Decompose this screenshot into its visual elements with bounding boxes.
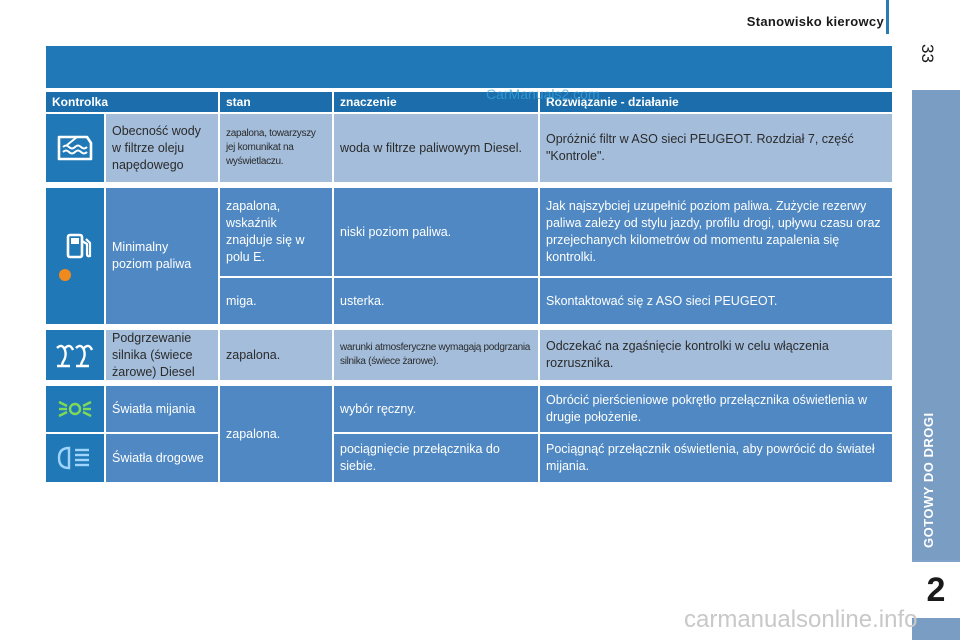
- table-row: [46, 188, 892, 326]
- light-action: Opróżnić filtr w ASO sieci PEUGEOT. Rozdział 7, część "Kontrole".: [540, 114, 892, 184]
- light-state: zapalona, towarzyszy jej komunikat na wyświetlaczu.: [220, 114, 334, 184]
- column-header-stan: stan: [220, 92, 334, 114]
- light-meaning: warunki atmosferyczne wymagają podgrzania silnika (świece żarowe).: [334, 330, 540, 382]
- section-label: GOTOWY DO DROGI: [921, 412, 936, 548]
- column-header-kontrolka: Kontrolka: [46, 92, 220, 114]
- light-name: Światła mijania: [106, 386, 220, 434]
- low-beam-icon: [55, 396, 95, 422]
- light-action: Jak najszybciej uzupełnić poziom paliwa. Zużycie rezerwy paliwa zależy od stylu jazdy, profilu drogi, upływu czasu oraz przejechanych kilometrów od momentu zapalenia się kontrolki.: [540, 188, 892, 278]
- side-tab-bottom: [912, 618, 960, 640]
- light-name: Minimalny poziom paliwa: [106, 188, 220, 326]
- light-state: zapalona.: [220, 386, 334, 484]
- glow-plug-icon: [54, 342, 96, 368]
- header-rule: [886, 0, 889, 34]
- page-header-title: Stanowisko kierowcy: [746, 14, 884, 29]
- light-meaning-fault: usterka.: [334, 278, 540, 326]
- light-action: Obrócić pierścieniowe pokrętło przełącznika oświetlenia w drugie położenie.: [540, 386, 892, 434]
- table-row: [46, 114, 892, 184]
- light-state: zapalona, wskaźnik znajduje się w polu E.: [220, 188, 334, 278]
- watermark-bottom: carmanualsonline.info: [684, 606, 918, 633]
- light-name: Obecność wody w filtrze oleju napędowego: [106, 114, 220, 184]
- light-action-contact: Skontaktować się z ASO sieci PEUGEOT.: [540, 278, 892, 326]
- side-tab: [912, 90, 960, 560]
- light-action: Odczekać na zgaśnięcie kontrolki w celu włączenia rozrusznika.: [540, 330, 892, 382]
- icon-cell: [46, 386, 106, 434]
- light-action: Pociągnąć przełącznik oświetlenia, aby powrócić do świateł mijania.: [540, 434, 892, 484]
- light-name: Podgrzewanie silnika (świece żarowe) Diesel: [106, 330, 220, 382]
- icon-cell: [46, 434, 106, 484]
- icon-cell: [46, 114, 106, 184]
- light-meaning: woda w filtrze paliwowym Diesel.: [334, 114, 540, 184]
- section-number: 2: [912, 562, 960, 618]
- table-header-row: [46, 92, 892, 114]
- light-meaning: wybór ręczny.: [334, 386, 540, 434]
- table-row-group-lights: [46, 386, 892, 484]
- light-name: Światła drogowe: [106, 434, 220, 484]
- warning-lights-table: [46, 92, 892, 484]
- water-in-fuel-filter-icon: [55, 133, 95, 163]
- fuel-warning-dot: [59, 269, 71, 281]
- fuel-pump-icon: [65, 231, 95, 261]
- table-row: [46, 330, 892, 382]
- icon-cell: [46, 330, 106, 382]
- table-banner: [46, 46, 892, 88]
- light-state: zapalona.: [220, 330, 334, 382]
- light-meaning: niski poziom paliwa.: [334, 188, 540, 278]
- icon-cell: [46, 188, 106, 326]
- column-header-rozwiazanie: Rozwiązanie - działanie: [540, 92, 892, 114]
- light-meaning: pociągnięcie przełącznika do siebie.: [334, 434, 540, 484]
- column-header-znaczenie: znaczenie: [334, 92, 540, 114]
- light-state-flashing: miga.: [220, 278, 334, 326]
- page-number: 33: [918, 44, 937, 63]
- watermark-top: CarManuals2.com: [486, 86, 600, 102]
- high-beam-icon: [55, 445, 95, 471]
